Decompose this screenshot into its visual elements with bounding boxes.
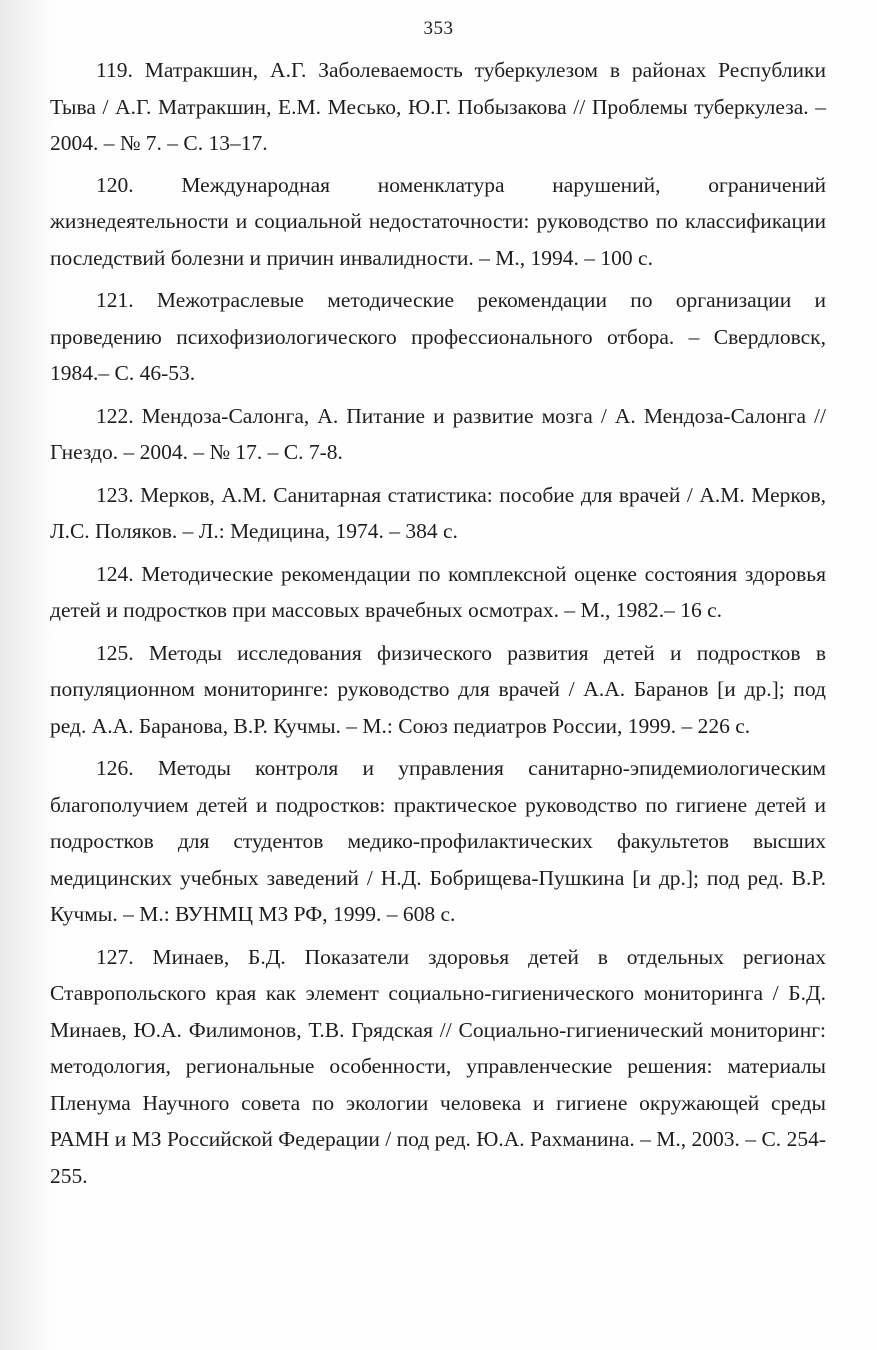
reference-item-126: 126. Методы контроля и управления санитарно-эпидемиологическим благополучием детей и подростков: практическое руководство по гигиене детей и подростков для студентов медико-профилактических факультетов высших медицинских учебных заведений / Н.Д. Бобрищева-Пушкина [и др.]; под ред. В.Р. Кучмы. – М.: ВУНМЦ МЗ РФ, 1999. – 608 с. [50,756,826,926]
reference-item-127: 127. Минаев, Б.Д. Показатели здоровья детей в отдельных регионах Ставропольского края как элемент социально-гигиенического мониторинга / Б.Д. Минаев, Ю.А. Филимонов, Т.В. Грядская // Социально-гигиенический мониторинг: методология, региональные особенности, управленческие решения: материалы Пленума Научного совета по экологии человека и гигиене окружающей среды РАМН и МЗ Российской Федерации / под ред. Ю.А. Рахманина. – М., 2003. – С. 254-255. [50,944,826,1188]
reference-item-122: 122. Мендоза-Салонга, А. Питание и развитие мозга / А. Мендоза-Салонга // Гнездо. – 2004. – № 17. – С. 7-8. [50,403,826,464]
page-number: 353 [423,18,454,39]
reference-list [50,52,826,1200]
reference-item-121: 121. Межотраслевые методические рекомендации по организации и проведению психофизиологического профессионального отбора. – Свердловск, 1984.– С. 46-53. [50,288,826,385]
reference-item-125: 125. Методы исследования физического развития детей и подростков в популяционном мониторинге: руководство для врачей / А.А. Баранов [и др.]; под ред. А.А. Баранова, В.Р. Кучмы. – М.: Союз педиатров России, 1999. – 226 с. [50,640,826,738]
reference-item-123: 123. Мерков, А.М. Санитарная статистика: пособие для врачей / А.М. Мерков, Л.С. Поляков. – Л.: Медицина, 1974. – 384 с. [50,482,826,543]
reference-item-124: 124. Методические рекомендации по комплексной оценке состояния здоровья детей и подростков при массовых врачебных осмотрах. – М., 1982.– 16 с. [50,561,826,622]
reference-item-120: 120. Международная номенклатура нарушений, ограничений жизнедеятельности и социальной недостаточности: руководство по классификации последствий болезни и причин инвалидности. – М., 1994. – 100 с. [50,172,826,270]
reference-item-119: 119. Матракшин, А.Г. Заболеваемость туберкулезом в районах Республики Тыва / А.Г. Матракшин, Е.М. Месько, Ю.Г. Побызакова // Проблемы туберкулеза. – 2004. – № 7. – С. 13–17. [50,58,826,155]
